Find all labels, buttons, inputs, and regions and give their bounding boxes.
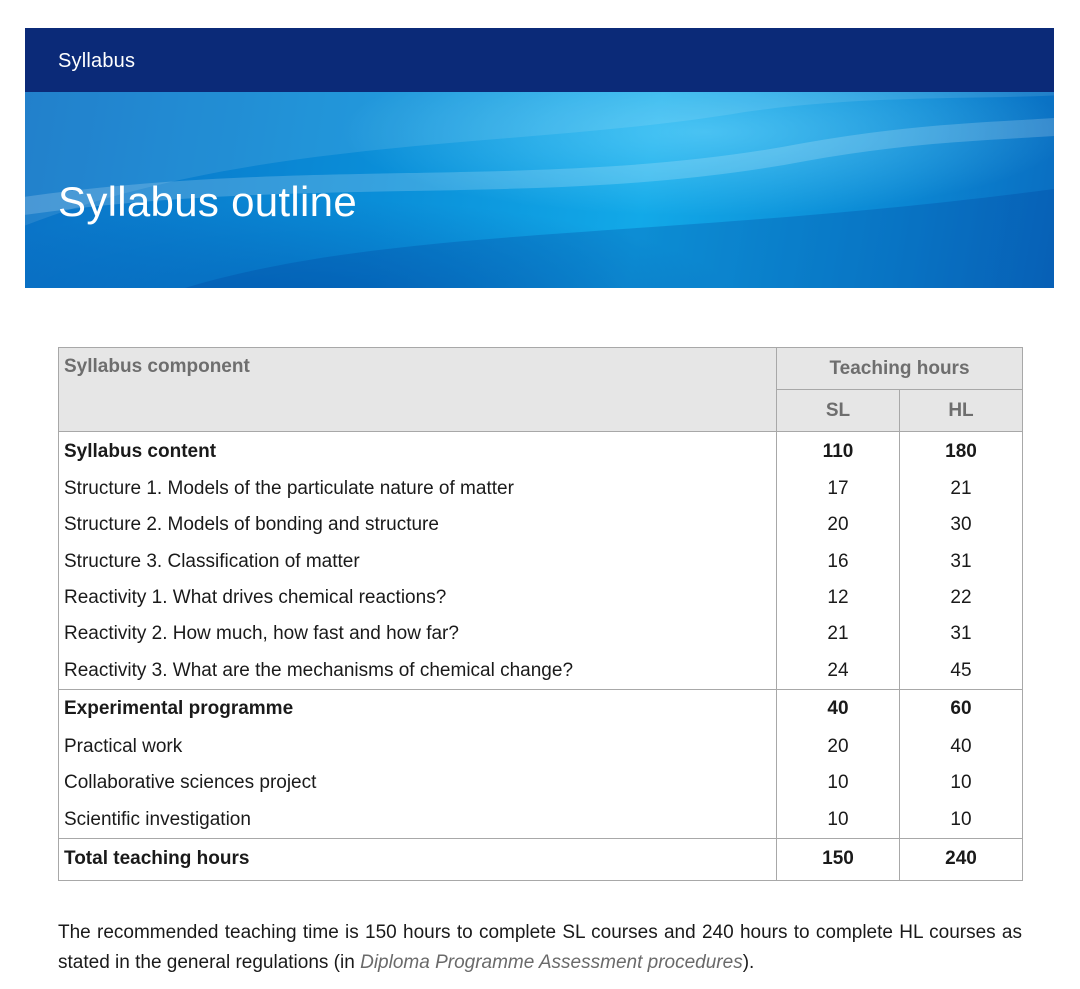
row-hl: 30 (900, 507, 1023, 543)
section-sl: 40 (777, 689, 900, 729)
section-name: Syllabus content (59, 432, 777, 472)
table-row (59, 580, 1023, 616)
note-reference-title: Diploma Programme Assessment procedures (360, 952, 743, 973)
table-row (59, 507, 1023, 543)
row-hl: 21 (900, 471, 1023, 507)
total-sl: 150 (777, 838, 900, 880)
row-hl: 22 (900, 580, 1023, 616)
row-hl: 10 (900, 801, 1023, 838)
row-sl: 20 (777, 729, 900, 765)
section-header-bar (25, 28, 1054, 92)
row-sl: 17 (777, 471, 900, 507)
syllabus-outline-table (58, 347, 1023, 881)
row-sl: 24 (777, 652, 900, 689)
row-sl: 21 (777, 616, 900, 652)
row-name: Reactivity 2. How much, how fast and how far? (59, 616, 777, 652)
table-row (59, 729, 1023, 765)
table-row (59, 652, 1023, 689)
row-name: Structure 3. Classification of matter (59, 544, 777, 580)
header-sl: SL (777, 390, 900, 432)
section-name: Experimental programme (59, 689, 777, 729)
title-banner (25, 92, 1054, 288)
page-title: Syllabus outline (58, 178, 357, 225)
header-teaching-hours: Teaching hours (777, 348, 1023, 390)
table-row (59, 471, 1023, 507)
row-name: Reactivity 1. What drives chemical reactions? (59, 580, 777, 616)
row-name: Scientific investigation (59, 801, 777, 838)
table-row (59, 544, 1023, 580)
section-sl: 110 (777, 432, 900, 472)
row-hl: 45 (900, 652, 1023, 689)
header-syllabus-component: Syllabus component (59, 348, 777, 432)
table-row (59, 801, 1023, 838)
row-sl: 20 (777, 507, 900, 543)
row-hl: 10 (900, 765, 1023, 801)
row-name: Reactivity 3. What are the mechanisms of chemical change? (59, 652, 777, 689)
table-row (59, 765, 1023, 801)
row-hl: 40 (900, 729, 1023, 765)
row-sl: 16 (777, 544, 900, 580)
row-sl: 12 (777, 580, 900, 616)
section-row-experimental-programme (59, 689, 1023, 729)
row-hl: 31 (900, 616, 1023, 652)
note-text-before: The recommended teaching time is 150 hours to complete SL courses and 240 hours to complete HL courses as stated in the general regulations (in (58, 922, 1022, 973)
table-row (59, 616, 1023, 652)
note-text-after: ). (742, 952, 755, 973)
row-sl: 10 (777, 801, 900, 838)
total-hl: 240 (900, 838, 1023, 880)
row-hl: 31 (900, 544, 1023, 580)
section-row-syllabus-content (59, 432, 1023, 472)
row-name: Practical work (59, 729, 777, 765)
row-name: Structure 1. Models of the particulate nature of matter (59, 471, 777, 507)
row-name: Collaborative sciences project (59, 765, 777, 801)
row-sl: 10 (777, 765, 900, 801)
total-row (59, 838, 1023, 880)
section-hl: 60 (900, 689, 1023, 729)
row-name: Structure 2. Models of bonding and structure (59, 507, 777, 543)
section-hl: 180 (900, 432, 1023, 472)
section-label: Syllabus (58, 50, 136, 72)
recommendation-note (58, 918, 1022, 978)
total-name: Total teaching hours (59, 838, 777, 880)
header-hl: HL (900, 390, 1023, 432)
